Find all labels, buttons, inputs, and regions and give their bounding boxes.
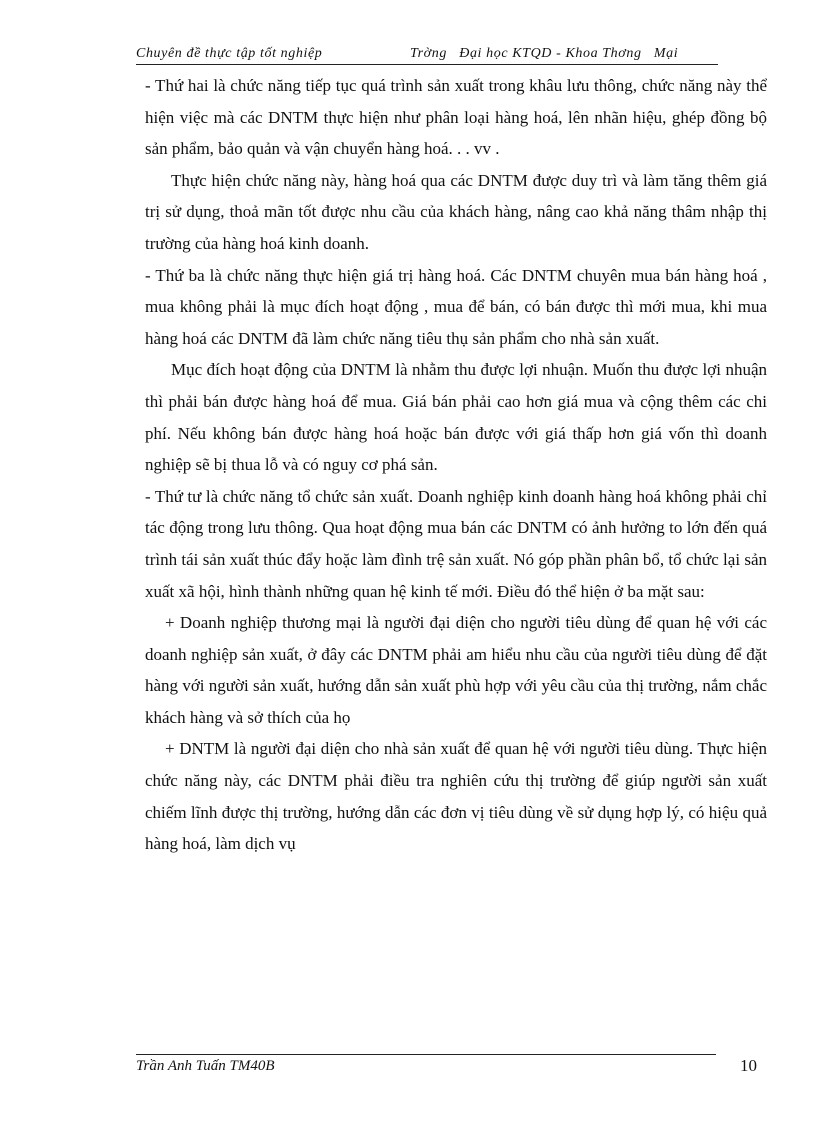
footer-rule	[136, 1054, 716, 1055]
paragraph-function-2: - Thứ hai là chức năng tiếp tục quá trình sản xuất trong khâu lưu thông, chức năng này thể hiện việc mà các DNTM thực hiện như phân loại hàng hoá, lên nhãn hiệu, ghép đồng bộ sản phẩm, bảo quản và vận chuyển hàng hoá. . . vv .	[145, 76, 767, 159]
footer-author: Trần Anh Tuấn TM40B	[136, 1058, 275, 1074]
body-text	[145, 70, 767, 860]
paragraph-profit-goal: Mục đích hoạt động của DNTM là nhằm thu được lợi nhuận. Muốn thu được lợi nhuận thì phải bán được hàng hoá để mua. Giá bán phải cao hơn giá mua và cộng thêm các chi phí. Nếu không bán được hàng hoá hoặc bán được với giá thấp hơn giá vốn thì doanh nghiệp sẽ bị thua lỗ và có nguy cơ phá sản.	[145, 360, 767, 475]
paragraph-producer-representative: + DNTM là người đại diện cho nhà sản xuất để quan hệ với người tiêu dùng. Thực hiện chức năng này, các DNTM phải điều tra nghiên cứu thị trường để giúp người sản xuất chiếm lĩnh được thị trường, hướng dẫn các đơn vị tiêu dùng về sử dụng hợp lý, có hiệu quả hàng hoá, làm dịch vụ	[145, 739, 767, 854]
paragraph-function-4: - Thứ tư là chức năng tổ chức sản xuất. Doanh nghiệp kinh doanh hàng hoá không phải chỉ tác động trong lưu thông. Qua hoạt động mua bán các DNTM có ảnh hưởng to lớn đến quá trình tái sản xuất thúc đẩy hoặc làm đình trệ sản xuất. Nó góp phần phân bổ, tổ chức lại sản xuất xã hội, hình thành những quan hệ kinh tế mới. Điều đó thể hiện ở ba mặt sau:	[145, 486, 767, 601]
paragraph-function-3: - Thứ ba là chức năng thực hiện giá trị hàng hoá. Các DNTM chuyên mua bán hàng hoá , mua không phải là mục đích hoạt động , mua để bán, có bán được thì mới mua, khi mua hàng hoá các DNTM đã làm chức năng tiêu thụ sản phẩm cho nhà sản xuất.	[145, 265, 767, 348]
header-rule	[136, 64, 718, 65]
paragraph-function-2-effect: Thực hiện chức năng này, hàng hoá qua các DNTM được duy trì và làm tăng thêm giá trị sử dụng, thoả mãn tốt được nhu cầu của khách hàng, nâng cao khả năng thâm nhập thị trường của hàng hoá kinh doanh.	[145, 170, 767, 253]
header-left-text: Chuyên đề thực tập tốt nghiệp	[136, 46, 323, 61]
page-number: 10	[740, 1056, 757, 1075]
paragraph-consumer-representative: + Doanh nghiệp thương mại là người đại diện cho người tiêu dùng để quan hệ với các doanh nghiệp sản xuất, ở đây các DNTM phải am hiểu nhu cầu của người tiêu dùng để đặt hàng với người sản xuất, hướng dẫn sản xuất phù hợp với yêu cầu của thị trường, nắm chắc khách hàng và sở thích của họ	[145, 613, 767, 727]
page-header	[136, 46, 716, 66]
header-right-text: Trờng Đại học KTQD - Khoa Thơng Mại	[410, 46, 679, 61]
